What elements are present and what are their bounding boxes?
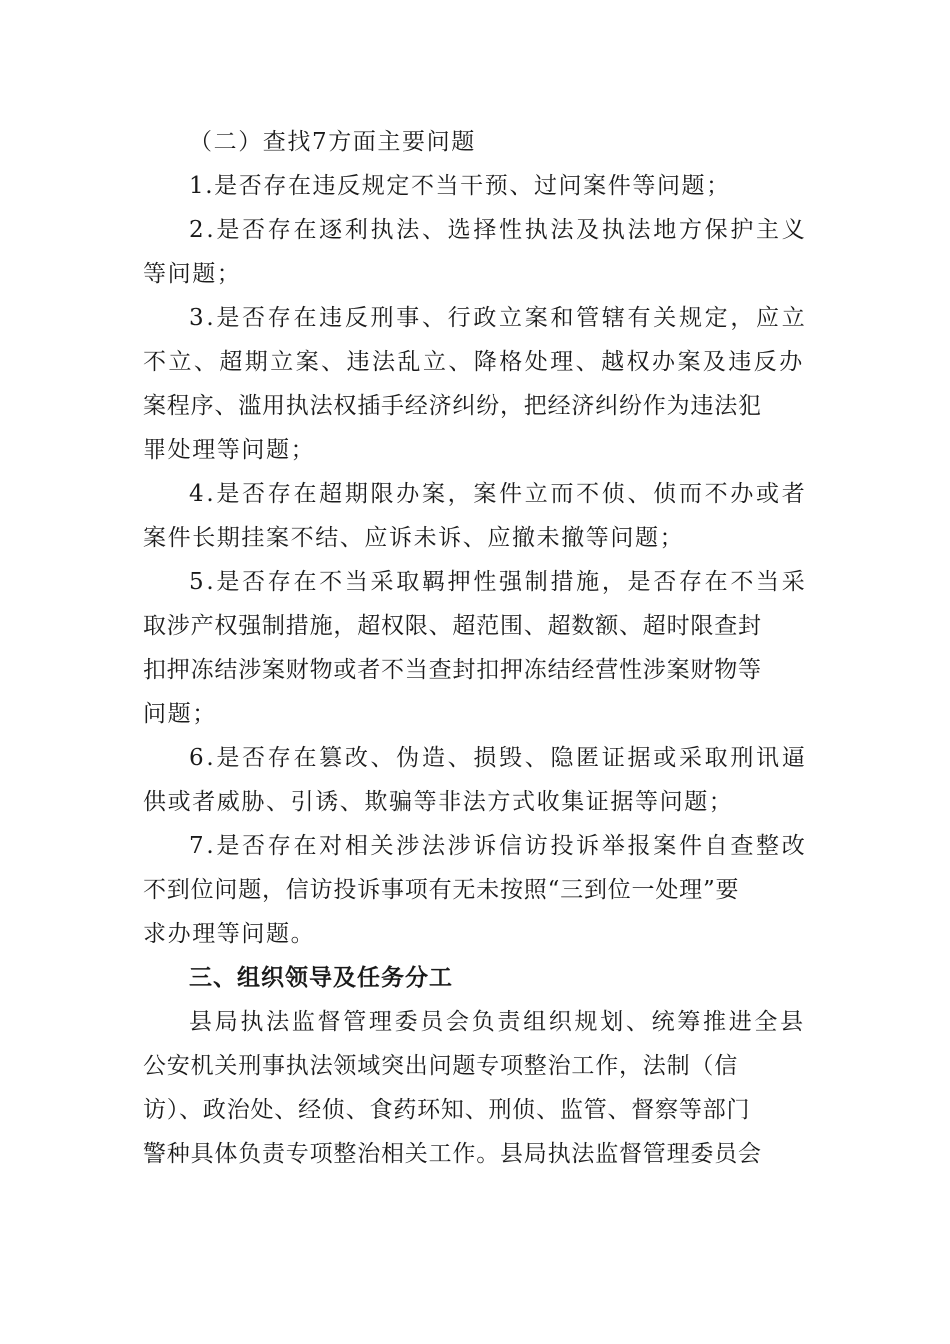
list-item-7-line-3: 求办理等问题。 — [143, 921, 316, 947]
list-item-7-line-2: 不到位问题，信访投诉事项有无未按照“三到位一处理”要 — [143, 877, 740, 903]
paragraph-line-4: 警种具体负责专项整治相关工作。县局执法监督管理委员会 — [143, 1141, 762, 1167]
list-item-6-line-1: 6.是否存在篡改、伪造、损毁、隐匿证据或采取刑讯逼 — [189, 745, 808, 771]
list-item-3-line-2: 不立、超期立案、违法乱立、降格处理、越权办案及违反办 — [143, 349, 805, 375]
list-item-4-line-2: 案件长期挂案不结、应诉未诉、应撤未撤等问题； — [143, 525, 685, 551]
list-item-4-line-1: 4.是否存在超期限办案，案件立而不侦、侦而不办或者 — [189, 481, 808, 507]
document-body — [143, 120, 809, 1176]
list-item-6-line-2: 供或者威胁、引诱、欺骗等非法方式收集证据等问题； — [143, 789, 734, 815]
list-item-5-line-2: 取涉产权强制措施，超权限、超范围、超数额、超时限查封 — [143, 613, 762, 639]
list-item-2-line-2: 等问题； — [143, 261, 242, 287]
list-item-3-line-3: 案程序、滥用执法权插手经济纠纷，把经济纠纷作为违法犯 — [143, 393, 762, 419]
paragraph-line-3: 访）、政治处、经侦、食药环知、刑侦、监管、督察等部门 — [143, 1097, 751, 1123]
list-item-5-line-4: 问题； — [143, 701, 217, 727]
section-heading-3: 三、组织领导及任务分工 — [189, 965, 453, 991]
list-item-7-line-1: 7.是否存在对相关涉法涉诉信访投诉举报案件自查整改 — [189, 833, 808, 859]
list-item-3-line-4: 罪处理等问题； — [143, 437, 316, 463]
list-item-5-line-3: 扣押冻结涉案财物或者不当查封扣押冻结经营性涉案财物等 — [143, 657, 762, 683]
paragraph-line-2: 公安机关刑事执法领域突出问题专项整治工作，法制（信 — [143, 1053, 738, 1079]
list-item-2-line-1: 2.是否存在逐利执法、选择性执法及执法地方保护主义 — [189, 217, 808, 243]
list-item-5-line-1: 5.是否存在不当采取羁押性强制措施，是否存在不当采 — [189, 569, 808, 595]
list-item-3-line-1: 3.是否存在违反刑事、行政立案和管辖有关规定，应立 — [189, 305, 808, 331]
paragraph-line-1: 县局执法监督管理委员会负责组织规划、统筹推进全县 — [189, 1009, 806, 1035]
section-heading-2: （二）查找7方面主要问题 — [189, 129, 476, 155]
list-item-1-line-1: 1.是否存在违反规定不当干预、过问案件等问题； — [189, 173, 731, 199]
